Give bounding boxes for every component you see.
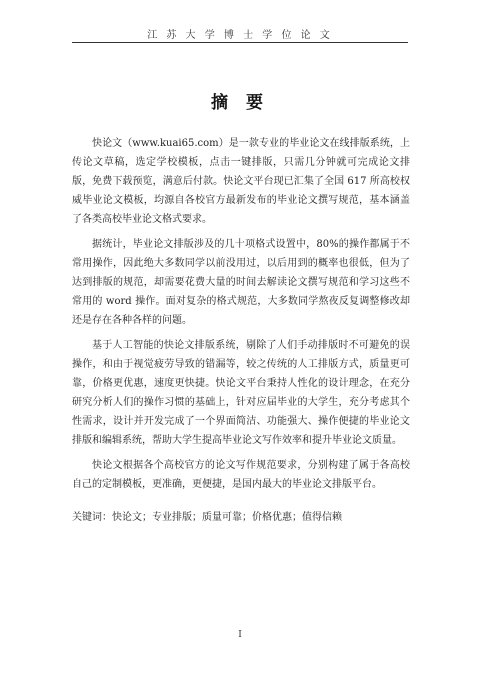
abstract-paragraph-2: 据统计，毕业论文排版涉及的几十项格式设置中，80%的操作都属于不常用操作，因此绝大多数同学以前没用过，以后用到的概率也很低，但为了达到排版的规范，却需要花费大量的时间去解读论文撰写规范和学习这些不常用的 word 操作。面对复杂的格式规范，大多数同学熬夜反复调整修改却还是存在各种各样的问题。: [72, 239, 410, 326]
abstract-paragraph-1: 快论文（www.kuai65.com）是一款专业的毕业论文在线排版系统，上传论文草稿，选定学校模板，点击一键排版，只需几分钟就可完成论文排版，免费下载预览，满意后付款。快论文平台现已汇集了全国 617 所高校权威毕业论文模板，均源自各校官方最新发布的毕业论文撰写规范，基本涵盖了各类高校毕业论文格式要求。: [72, 138, 410, 225]
abstract-paragraph-3: 基于人工智能的快论文排版系统，剔除了人们手动排版时不可避免的误操作，和由于视觉疲劳导致的错漏等，较之传统的人工排版方式，质量更可靠，价格更优惠，速度更快捷。快论文平台秉持人性化的设计理念，在充分研究分析人们的操作习惯的基础上，针对应届毕业的大学生，充分考虑其个性需求，设计并开发完成了一个界面简洁、功能强大、操作便捷的毕业论文排版和编辑系统，帮助大学生提高毕业论文写作效率和提升毕业论文质量。: [72, 340, 410, 446]
page-number: I: [238, 630, 242, 640]
running-header: 江 苏 大 学 博 士 学 位 论 文: [147, 30, 333, 41]
header-rule: [72, 42, 408, 43]
keywords-line: 关键词：快论文；专业排版；质量可靠；价格优惠；值得信赖: [72, 512, 342, 523]
abstract-title: 摘 要: [211, 93, 269, 113]
abstract-body: [72, 134, 410, 500]
abstract-paragraph-4: 快论文根据各个高校官方的论文写作规范要求，分别构建了属于各高校自己的定制模板，更准确，更便捷，是国内最大的毕业论文排版平台。: [72, 460, 410, 490]
